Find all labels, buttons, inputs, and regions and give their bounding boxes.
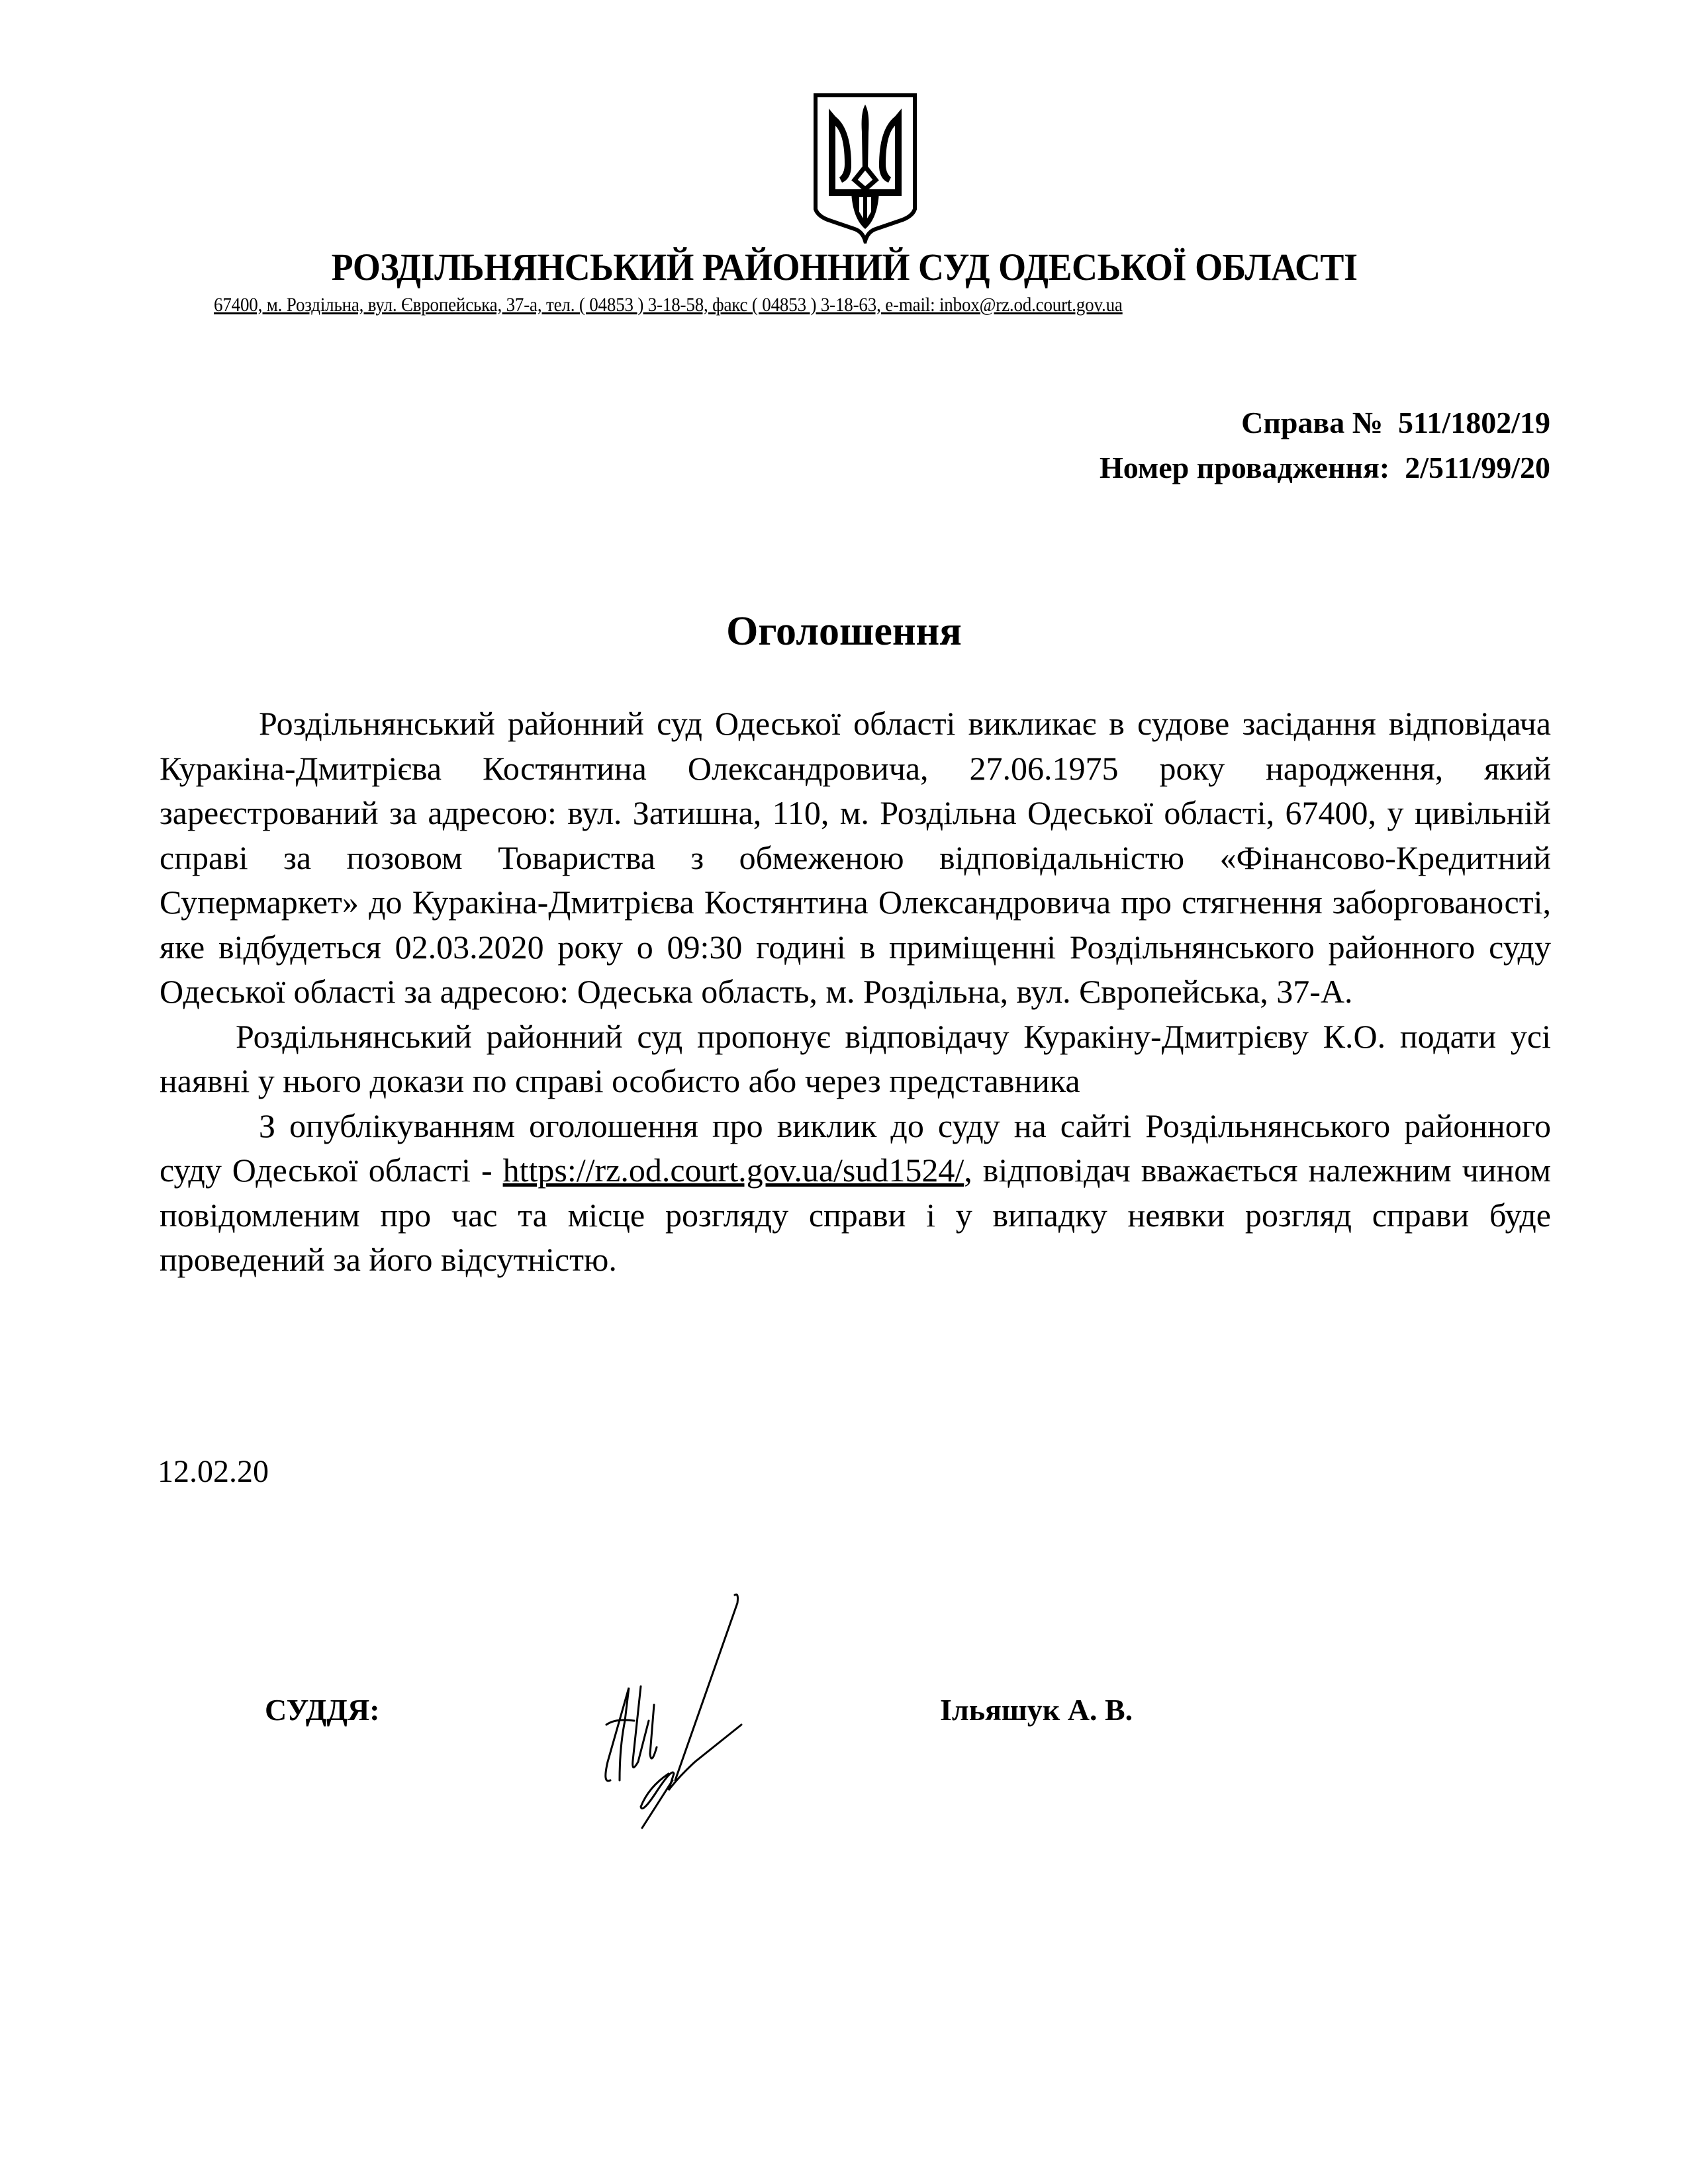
proceeding-number-line [1100, 445, 1550, 490]
notice-paragraph-publication [160, 1104, 1551, 1283]
notice-paragraph-evidence: Роздільнянський районний суд пропонує відповідачу Куракіну-Дмитрієву К.О. подати усі наявні у нього докази по справі особисто або через представника [160, 1017, 1551, 1099]
court-contact-address: 67400, м. Роздільна, вул. Європейська, 37-а, тел. ( 04853 ) 3-18-58, факс ( 04853 ) 3-18-63, e-mail: inbox@rz.od.court.gov.ua [214, 294, 1123, 316]
case-number-label: Справа № [1241, 406, 1383, 439]
trident-coat-of-arms-icon [813, 93, 917, 244]
judge-label: СУДДЯ: [265, 1693, 380, 1727]
judge-name: Ільяшук А. В. [940, 1693, 1133, 1727]
publication-text-after: , відповідач вважається належним чином повідомленим про час та місце розгляду справи і у випадку неявки розгляд справи буде проведений за його відсутністю. [160, 1152, 1551, 1278]
court-name-header: РОЗДІЛЬНЯНСЬКИЙ РАЙОННИЙ СУД ОДЕСЬКОЇ ОБЛАСТІ [331, 246, 1358, 289]
document-date: 12.02.20 [158, 1454, 269, 1489]
notice-paragraph-summons: Роздільнянський районний суд Одеської області викликає в судове засідання відповідача Куракіна-Дмитрієва Костянтина Олександровича, 27.06.1975 року народження, який зареєстрований за адресою: вул. Затишна, 110, м. Роздільна Одеської області, 67400, у цивільній справі за позовом Товариства з обмеженою відповідальністю «Фінансово-Кредитний Супермаркет» до Куракіна-Дмитрієва Костянтина Олександровича про стягнення заборгованості, яке відбудеться 02.03.2020 року о 09:30 годині в приміщенні Роздільнянського районного суду Одеської області за адресою: Одеська область, м. Роздільна, вул. Європейська, 37-А. [160, 705, 1551, 1010]
notice-body [160, 702, 1551, 1283]
judge-signature [556, 1588, 841, 1833]
court-website-link[interactable]: https://rz.od.court.gov.ua/sud1524/ [502, 1152, 964, 1189]
notice-title: Оголошення [726, 609, 962, 654]
case-number-line [1100, 400, 1550, 445]
publication-text-before: З опублікуванням оголошення про виклик до суду на сайті Роздільнянського районного суду Одеської області - [160, 1107, 1551, 1189]
proceeding-number-label: Номер провадження: [1100, 451, 1390, 484]
case-number-block [1100, 400, 1550, 490]
case-number-value: 511/1802/19 [1397, 406, 1550, 439]
proceeding-number-value: 2/511/99/20 [1405, 451, 1550, 484]
